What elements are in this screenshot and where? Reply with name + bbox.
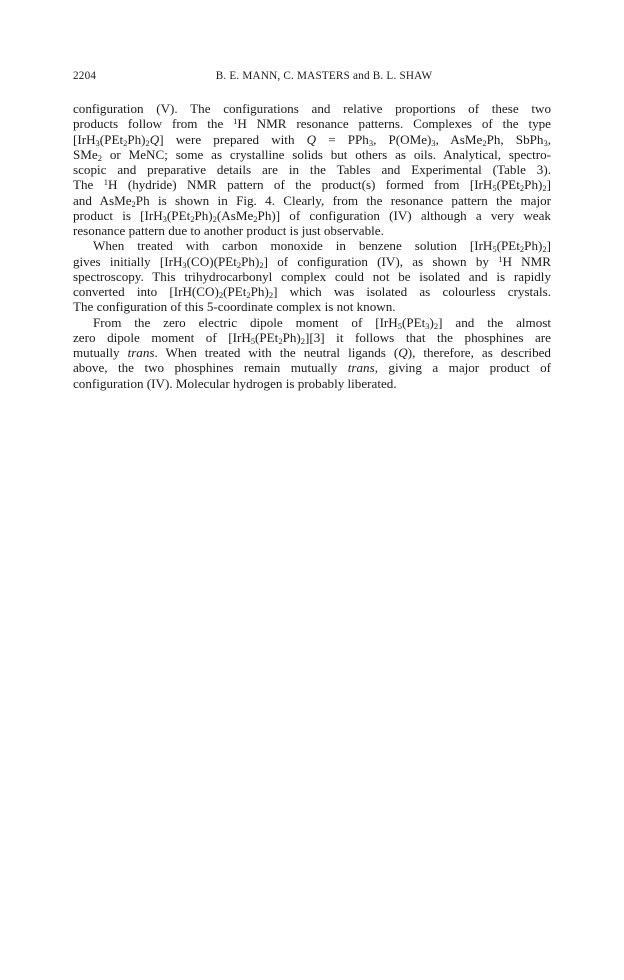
body-line: The configuration of this 5-coordinate complex is not known. (73, 299, 396, 315)
body-line: product is $[IrH_3(PEt_2Ph)_2(AsMe_2Ph)]$ of configuration (IV) although a very weak (73, 207, 551, 224)
body-line: configuration (IV). Molecular hydrogen is probably liberated. (73, 375, 397, 391)
article-body (73, 101, 551, 391)
body-line: The $^1$H (hydride) NMR pattern of the product(s) formed from $[IrH_5(PEt_2Ph)_2]$ (73, 177, 551, 194)
body-line: When treated with carbon monoxide in benzene solution $[IrH_5(PEt_2Ph)_2]$ (93, 238, 551, 255)
running-head-authors: B. E. MANN, C. MASTERS and B. L. SHAW (215, 70, 433, 82)
body-line: resonance pattern due to another product is just observable. (73, 223, 384, 238)
body-line: configuration (V). The configurations and relative proportions of these two (73, 101, 551, 116)
body-line: gives initially $[IrH_3(CO)(PEt_2Ph)_2]$ of configuration (IV), as shown by $^1$H NMR (73, 253, 551, 270)
body-line: spectroscopy. This trihydrocarbonyl complex could not be isolated and is rapidly (73, 268, 551, 284)
journal-page (73, 70, 551, 391)
body-line: $[IrH_3(PEt_2Ph)_2Q]$ were prepared with Q = PPh$_3$, $P(OMe)_3$, AsMe$_2$Ph, SbPh$_3$, (73, 131, 551, 148)
body-line: From the zero electric dipole moment of $[IrH_5(PEt_3)_2]$ and the almost (93, 314, 552, 331)
body-line: mutually trans. When treated with the neutral ligands (Q), therefore, as described (73, 345, 551, 360)
body-line: above, the two phosphines remain mutually trans, giving a major product of (73, 360, 551, 376)
body-line: scopic and preparative details are in the Tables and Experimental (Table 3). (73, 162, 551, 177)
running-head (73, 70, 551, 88)
body-line: products follow from the $^1$H NMR resonance patterns. Complexes of the type (73, 116, 551, 132)
page-number: 2204 (73, 70, 97, 82)
body-line: SMe$_2$ or MeNC; some as crystalline solids but others as oils. Analytical, spectro- (73, 146, 551, 163)
body-line: zero dipole moment of $[IrH_5(PEt_2Ph)_2][3]$ it follows that the phosphines are (73, 329, 551, 346)
body-line: converted into $[IrH(CO)_2(PEt_2Ph)_2]$ which was isolated as colourless crystals. (73, 284, 552, 300)
body-line: and AsMe$_2$Ph is shown in Fig. 4. Clearly, from the resonance pattern the major (73, 192, 551, 209)
